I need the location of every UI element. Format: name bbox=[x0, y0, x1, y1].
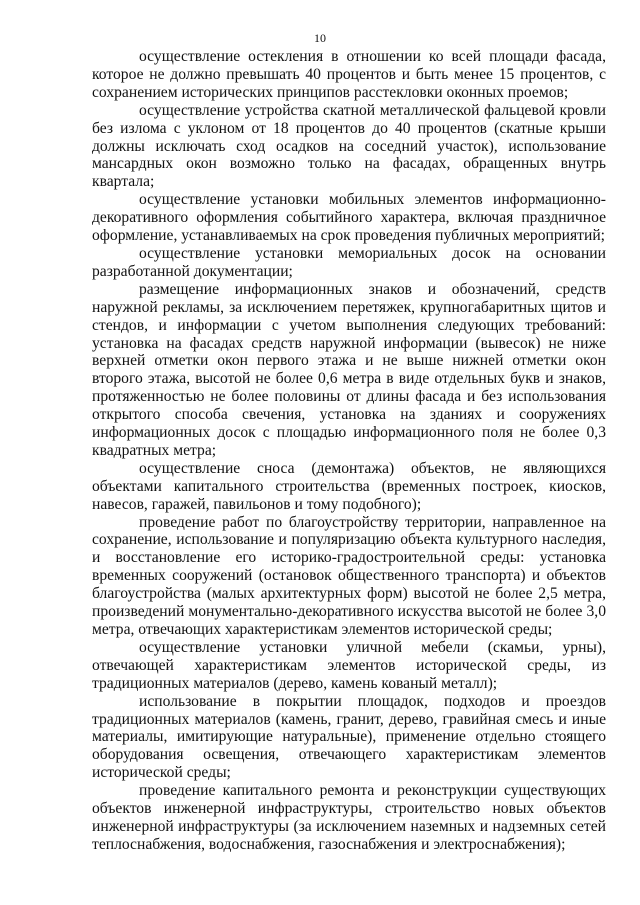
paragraph-paving-lighting: использование в покрытии площадок, подходов и проездов традиционных материалов (камень, гранит, дерево, гравийная смесь и иные материалы, имитирующие натуральные), применение отдельно стоящего оборудования освещения, отвечающего характеристикам элементов исторической среды; bbox=[92, 692, 606, 782]
document-body bbox=[92, 48, 606, 854]
paragraph-mobile-decor: осуществление установки мобильных элементов информационно-декоративного оформления событийного характера, включая праздничное оформление, устанавливаемых на срок проведения публичных мероприятий; bbox=[92, 191, 606, 245]
paragraph-infrastructure: проведение капитального ремонта и реконструкции существующих объектов инженерной инфраструктуры, строительство новых объектов инженерной инфраструктуры (за исключением наземных и надземных сетей теплоснабжения, водоснабжения, газоснабжения и электроснабжения); bbox=[92, 782, 606, 853]
paragraph-glazing: осуществление остекления в отношении ко всей площади фасада, которое не должно превышать 40 процентов и быть менее 15 процентов, с сохранением исторических принципов расстекловки оконных проемов; bbox=[92, 48, 606, 101]
paragraph-roofing: осуществление устройства скатной металлической фальцевой кровли без излома с уклоном от 18 процентов до 40 процентов (скатные крыши должны исключать сход осадков на соседний участок), использование мансардных окон возможно только на фасадах, обращенных внутрь квартала; bbox=[92, 101, 606, 191]
paragraph-memorial-plaques: осуществление установки мемориальных досок на основании разработанной документации; bbox=[92, 244, 606, 280]
paragraph-street-furniture: осуществление установки уличной мебели (скамьи, урны), отвечающей характеристикам элементов исторической среды, из традиционных материалов (дерево, камень кованый металл); bbox=[92, 638, 606, 692]
page-number: 10 bbox=[314, 31, 326, 45]
paragraph-demolition: осуществление сноса (демонтажа) объектов, не являющихся объектами капитального строительства (временных построек, киосков, навесов, гаражей, павильонов и тому подобного); bbox=[92, 459, 606, 513]
paragraph-signage: размещение информационных знаков и обозначений, средств наружной рекламы, за исключением перетяжек, крупногабаритных щитов и стендов, и информации с учетом выполнения следующих требований: установка на фасадах средств наружной информации (вывесок) не ниже верхней отметки окон первого этажа и не выше нижней отметки окон второго этажа, высотой не более 0,6 метра в виде отдельных букв и знаков, протяженностью не более половины от длины фасада и без использования открытого способа свечения, установка на зданиях и сооружениях информационных досок с площадью информационного поля не более 0,3 квадратных метра; bbox=[92, 280, 606, 459]
paragraph-landscaping: проведение работ по благоустройству территории, направленное на сохранение, использование и популяризацию объекта культурного наследия, и восстановление его историко-градостроительной среды: установка временных сооружений (остановок общественного транспорта) и объектов благоустройства (малых архитектурных форм) высотой не более 2,5 метра, произведений монументально-декоративного искусства высотой не более 3,0 метра, отвечающих характеристикам элементов исторической среды; bbox=[92, 513, 606, 638]
